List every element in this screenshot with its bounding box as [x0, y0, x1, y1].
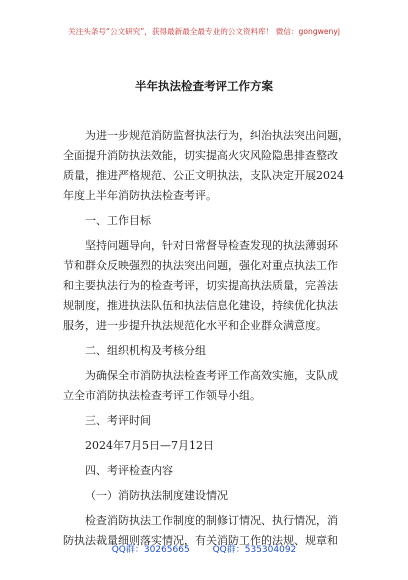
document-title: 半年执法检查考评工作方案 [135, 79, 273, 93]
text-line: 节和群众反映强烈的执法突出问题，强化对重点执法工作 [63, 259, 338, 272]
qq-group-2: QQ群：535304092 [212, 545, 297, 555]
paragraph [63, 236, 349, 336]
text-line: 服务，进一步提升执法规范化水平和企业群众满意度。 [63, 319, 327, 332]
document-body [63, 126, 349, 556]
paragraph [63, 366, 349, 406]
section-heading: 四、考评检查内容 [85, 464, 173, 477]
footer-contact [0, 542, 408, 555]
text-line: 立全市消防执法检查考评工作领导小组。 [63, 389, 261, 402]
text-line: 为确保全市消防执法检查考评工作高效实施，支队成 [85, 369, 338, 382]
text-line: 和主要执法行为的检查考评，切实提高执法质量，完善法 [63, 279, 338, 292]
date-range: 2024年7月5日—7月12日 [85, 439, 214, 452]
paragraph [63, 126, 349, 206]
text-line: 全面提升消防执法效能，切实提高火灾风险隐患排查整改 [63, 149, 338, 162]
text-line: 防执法裁量细则落实情况，有关消防工作的法规、规章和 [63, 534, 338, 547]
text-line: 规制度，推进执法队伍和执法信息化建设，持续优化执法 [63, 299, 338, 312]
text-line: 坚持问题导向，针对日常督导检查发现的执法薄弱环 [85, 239, 338, 252]
text-line: 检查消防执法工作制度的制修订情况、执行情况，消 [85, 514, 338, 527]
promo-banner: 关注头条号“公文研究”，获得最新最全最专业的公文资料库！ 微信：gongwenyj [68, 27, 340, 36]
section-heading: 一、工作目标 [85, 214, 151, 227]
section-heading: 三、考评时间 [85, 414, 151, 427]
subsection-heading: （一）消防执法制度建设情况 [85, 489, 228, 502]
text-line: 为进一步规范消防监督执法行为，纠治执法突出问题， [85, 129, 349, 142]
section-heading: 二、组织机构及考核分组 [85, 344, 206, 357]
text-line: 质量，推进严格规范、公正文明执法，支队决定开展2024 [63, 169, 344, 182]
qq-group-1: QQ群：30265665 [111, 545, 190, 555]
text-line: 年度上半年消防执法检查考评。 [63, 189, 217, 202]
